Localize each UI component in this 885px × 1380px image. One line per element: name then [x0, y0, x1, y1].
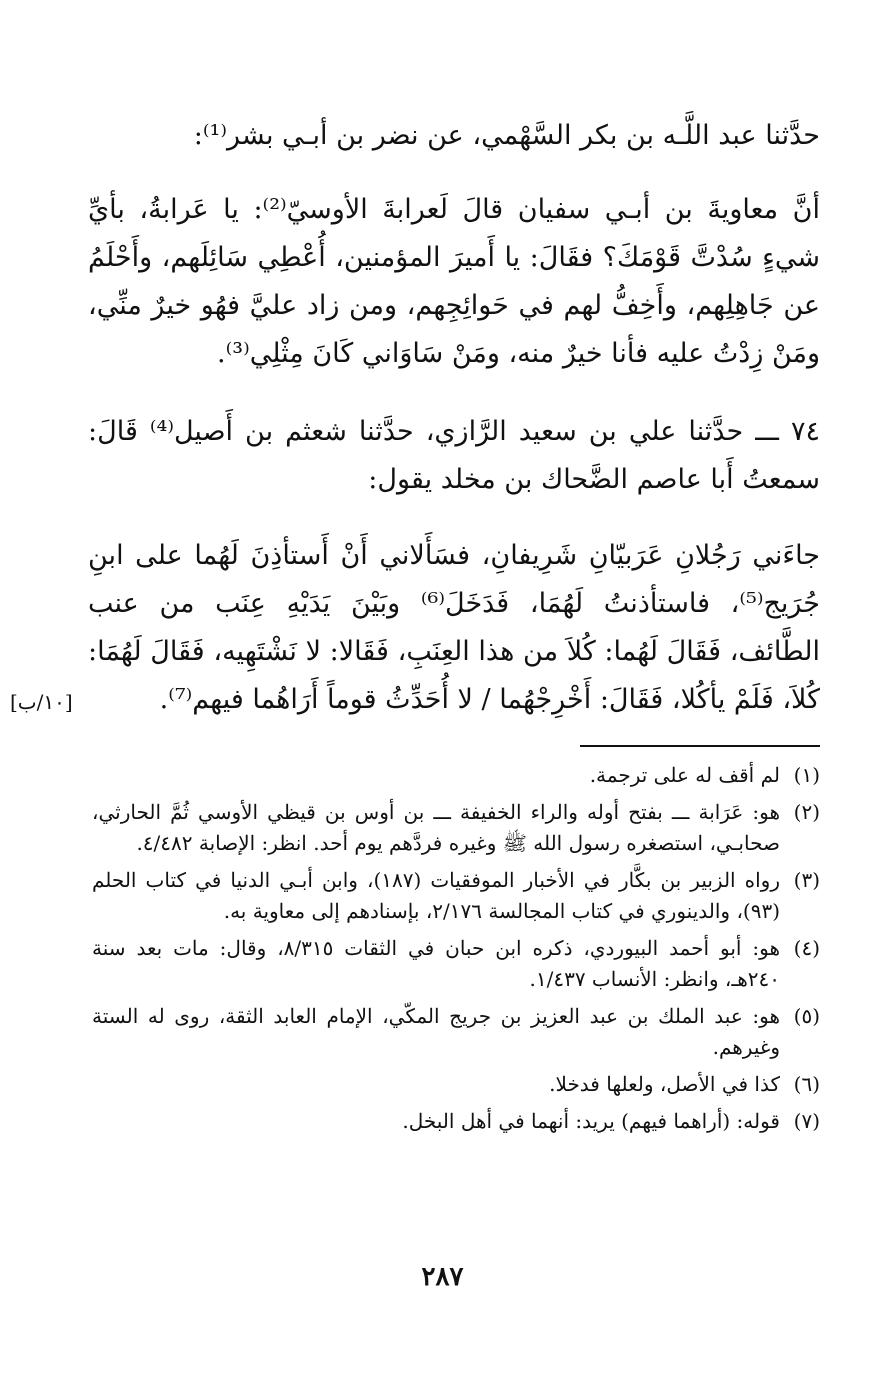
page-number: ٢٨٧ — [421, 1262, 464, 1292]
footnote-text: كذا في الأصل، ولعلها فدخلا. — [549, 1072, 780, 1096]
footnote-item — [92, 760, 820, 791]
isnad-paragraph-1 — [88, 112, 820, 160]
footnote-item — [92, 865, 820, 927]
footnote-text: لم أقف له على ترجمة. — [589, 763, 780, 787]
body-paragraph: أنَّ معاويةَ بن أبـي سفيان قالَ لَعرابةَ الأوسيّ⁽²⁾: يا عَرابةُ، بأيِّ شيءٍ سُدْتَّ قَوْمَكَ؟ فقَالَ: يا أَميرَ المؤمنين، أُعْطِي سَائِلَهم، وأَحْلَمُ عن جَاهِلِهم، وأَخِفُّ لهم في حَوائِجِهم، ومن زاد عليَّ فهُو خيرٌ منِّي، ومَنْ زِدْتُ عليه فأنا خيرٌ منه، ومَنْ سَاوَاني كَانَ مِثْلِي⁽³⁾. — [88, 194, 820, 369]
footnote-text: رواه الزبير بن بكَّار في الأخبار الموفقيات (١٨٧)، وابن أبـي الدنيا في كتاب الحلم (٩٣)، والدينوري في كتاب المجالسة ٢/١٧٦، بإسنادهم إلى معاوية به. — [92, 868, 781, 923]
footnote-text: قوله: (أراهما فيهم) يريد: أنهما في أهل البخل. — [402, 1109, 780, 1133]
hadith-paragraph-1 — [88, 186, 820, 378]
footnote-text: هو: عَرَابة ـــ بفتح أوله والراء الخفيفة ـــ بن أوس بن قيظي الأوسي ثُمَّ الحارثي، صحابـي، استصغره رسول الله ﷺ وغيره فردَّهم يوم أحد. انظر: الإصابة ٤/٤٨٢. — [92, 800, 780, 855]
footnote-item — [92, 1106, 820, 1137]
footnote-item — [92, 933, 820, 995]
footnote-number: (٤) — [793, 936, 820, 960]
footnote-number: (٢) — [793, 800, 820, 824]
footnote-number: (٣) — [793, 868, 820, 892]
footnote-separator — [580, 745, 820, 747]
body-paragraph: ٧٤ ـــ حدَّثنا علي بن سعيد الرَّازي، حدَّثنا شعثم بن أَصيل⁽⁴⁾ قَالَ: سمعتُ أَبا عاصم الضَّحاك بن مخلد يقول: — [88, 416, 820, 495]
footnote-number: (٥) — [793, 1004, 820, 1028]
footnote-number: (١) — [793, 763, 820, 787]
footnotes — [92, 760, 820, 1143]
footnote-item — [92, 1001, 820, 1063]
isnad-paragraph-74 — [88, 408, 820, 504]
footnote-number: (٦) — [793, 1072, 820, 1096]
footnote-item — [92, 797, 820, 859]
manuscript-folio-marker: [١٠/ب] — [10, 690, 73, 714]
footnote-text: هو: عبد الملك بن عبد العزيز بن جريج المكّي، الإمام العابد الثقة، روى له الستة وغيرهم. — [92, 1004, 780, 1059]
footnote-number: (٧) — [793, 1109, 820, 1133]
footnote-item — [92, 1069, 820, 1100]
body-paragraph: جاءَني رَجُلانِ عَرَبيّانِ شَرِيفانِ، فسَأَلاني أَنْ أَستأذِنَ لَهُما على ابنِ جُرَيج⁽⁵⁾، فاستأذنتُ لَهُمَا، فَدَخَلَ⁽⁶⁾ وبَيْنَ يَدَيْهِ عِنَب من عنب الطَّائف، فَقَالَ لَهُما: كُلاَ من هذا العِنَبِ، فَقَالا: لا نَشْتَهِيه، فَقَالَ لَهُمَا: كُلاَ، فَلَمْ يأكُلا، فَقَالَ: أَخْرِجْهُما / لا أُحَدِّثُ قوماً أَرَاهُما فيهم⁽⁷⁾. — [88, 540, 820, 715]
footnote-text: هو: أبو أحمد البيوردي، ذكره ابن حبان في الثقات ٨/٣١٥، وقال: مات بعد سنة ٢٤٠هـ، وانظر: الأنساب ١/٤٣٧. — [92, 936, 780, 991]
hadith-paragraph-74 — [88, 532, 820, 724]
body-paragraph: حدَّثنا عبد اللَّـه بن بكر السَّهْمي، عن نضر بن أبـي بشر⁽¹⁾: — [193, 120, 820, 151]
